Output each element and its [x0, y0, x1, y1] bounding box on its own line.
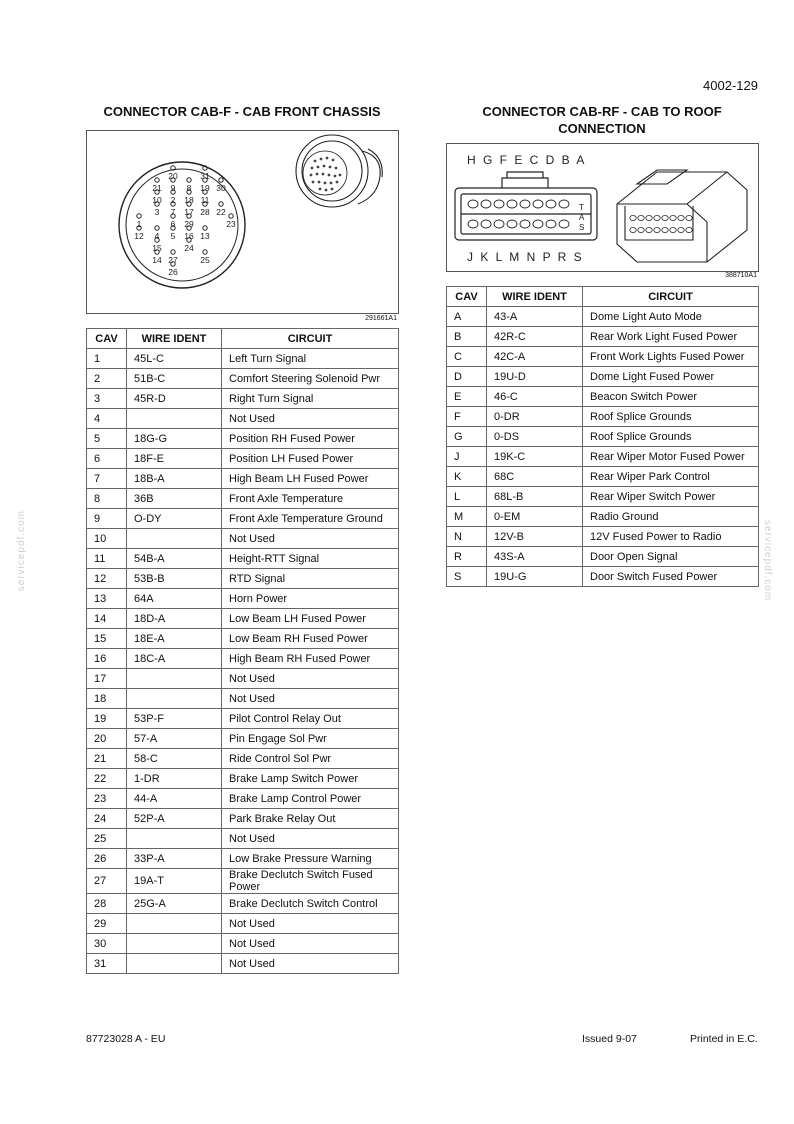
bottom-pin-letters: J K L M N P R S — [467, 250, 584, 264]
cab-f-connector-figure — [86, 130, 399, 314]
pin-label: 30 — [216, 183, 226, 193]
cav-cell: 25 — [87, 829, 127, 849]
cav-cell: B — [447, 327, 487, 347]
circuit-cell: Door Switch Fused Power — [583, 567, 759, 587]
circuit-cell: Ride Control Sol Pwr — [222, 749, 399, 769]
circuit-cell: Not Used — [222, 914, 399, 934]
circuit-cell: Rear Wiper Park Control — [583, 467, 759, 487]
wire-ident-cell: 51B-C — [127, 369, 222, 389]
table-row — [447, 307, 759, 327]
wire-ident-cell: 52P-A — [127, 809, 222, 829]
circuit-cell: Comfort Steering Solenoid Pwr — [222, 369, 399, 389]
wire-ident-cell: 68C — [487, 467, 583, 487]
table-row — [447, 467, 759, 487]
left-figure-id: 291661A1 — [365, 315, 397, 322]
circuit-cell: Front Axle Temperature Ground — [222, 509, 399, 529]
wire-ident-cell: 19U-D — [487, 367, 583, 387]
circuit-cell: High Beam RH Fused Power — [222, 649, 399, 669]
circuit-cell: Left Turn Signal — [222, 349, 399, 369]
cav-cell: 10 — [87, 529, 127, 549]
cavity-socket — [494, 200, 504, 208]
wire-ident-cell: 54B-A — [127, 549, 222, 569]
cav-cell: 12 — [87, 569, 127, 589]
wire-ident-cell: 18G-G — [127, 429, 222, 449]
table-row — [87, 429, 399, 449]
circuit-cell: Brake Declutch Switch Fused Power — [222, 869, 399, 894]
cav-cell: S — [447, 567, 487, 587]
circuit-cell: Beacon Switch Power — [583, 387, 759, 407]
right-connector-title — [446, 103, 758, 137]
wire-ident-cell — [127, 829, 222, 849]
header-wire-ident: WIRE IDENT — [127, 329, 222, 349]
wire-ident-cell: 18E-A — [127, 629, 222, 649]
cavity-socket — [494, 220, 504, 228]
table-row — [87, 894, 399, 914]
circuit-cell: Right Turn Signal — [222, 389, 399, 409]
wire-ident-cell: 0-DR — [487, 407, 583, 427]
circuit-cell: Low Beam LH Fused Power — [222, 609, 399, 629]
cavity-socket — [546, 200, 556, 208]
pin-socket — [137, 214, 141, 218]
cavity-socket — [638, 227, 644, 232]
cavity-socket — [638, 215, 644, 220]
circuit-cell: Height-RTT Signal — [222, 549, 399, 569]
table-row — [447, 327, 759, 347]
table-row — [87, 609, 399, 629]
wire-ident-cell: 45L-C — [127, 349, 222, 369]
left-connector-title: CONNECTOR CAB-F - CAB FRONT CHASSIS — [103, 104, 381, 119]
cavity-socket — [533, 220, 543, 228]
pin-label: 10 — [152, 195, 162, 205]
table-row — [87, 509, 399, 529]
table-row — [87, 409, 399, 429]
wire-ident-cell: 1-DR — [127, 769, 222, 789]
wire-ident-cell: 42C-A — [487, 347, 583, 367]
cav-cell: 13 — [87, 589, 127, 609]
cavity-socket — [507, 220, 517, 228]
circuit-cell: Low Brake Pressure Warning — [222, 849, 399, 869]
table-row — [87, 389, 399, 409]
pin-label: 22 — [216, 207, 226, 217]
pin-label: 17 — [184, 207, 194, 217]
pin-label: 15 — [152, 243, 162, 253]
cavity-socket — [559, 220, 569, 228]
circuit-cell: Not Used — [222, 529, 399, 549]
circuit-cell: Position LH Fused Power — [222, 449, 399, 469]
circuit-cell: High Beam LH Fused Power — [222, 469, 399, 489]
header-circuit: CIRCUIT — [583, 287, 759, 307]
cav-cell: 28 — [87, 894, 127, 914]
wire-ident-cell — [127, 914, 222, 934]
circuit-cell: Brake Lamp Control Power — [222, 789, 399, 809]
pin-label: 16 — [184, 231, 194, 241]
header-cav: CAV — [87, 329, 127, 349]
table-row — [87, 849, 399, 869]
pin-socket — [229, 214, 233, 218]
cav-cell: 15 — [87, 629, 127, 649]
wire-ident-cell: 25G-A — [127, 894, 222, 914]
table-header-row — [87, 329, 399, 349]
cav-cell: 27 — [87, 869, 127, 894]
table-row — [87, 449, 399, 469]
wire-ident-cell: 36B — [127, 489, 222, 509]
wire-ident-cell: 19U-G — [487, 567, 583, 587]
wire-ident-cell: 43S-A — [487, 547, 583, 567]
cav-cell: 29 — [87, 914, 127, 934]
wire-ident-cell: 43-A — [487, 307, 583, 327]
top-pin-letters: H G F E C D B A — [467, 153, 587, 167]
right-figure-id: 388710A1 — [725, 272, 757, 279]
pin-label: 1 — [136, 219, 142, 229]
wire-ident-cell: 18B-A — [127, 469, 222, 489]
table-row — [447, 387, 759, 407]
wire-ident-cell: 18D-A — [127, 609, 222, 629]
wire-ident-cell: 33P-A — [127, 849, 222, 869]
pin-label: 8 — [186, 183, 192, 193]
wire-ident-cell: 19K-C — [487, 447, 583, 467]
cavity-socket — [546, 220, 556, 228]
cav-cell: M — [447, 507, 487, 527]
cav-cell: 4 — [87, 409, 127, 429]
page-number: 4002-129 — [703, 78, 758, 93]
cav-cell: 19 — [87, 709, 127, 729]
table-row — [447, 507, 759, 527]
table-row — [87, 569, 399, 589]
cavity-socket — [654, 227, 660, 232]
table-row — [87, 769, 399, 789]
wire-ident-cell: 19A-T — [127, 869, 222, 894]
pin-socket — [155, 178, 159, 182]
wire-ident-cell: 46-C — [487, 387, 583, 407]
cav-cell: 23 — [87, 789, 127, 809]
header-circuit: CIRCUIT — [222, 329, 399, 349]
pin-socket — [203, 250, 207, 254]
wire-ident-cell: 68L-B — [487, 487, 583, 507]
header-cav: CAV — [447, 287, 487, 307]
pin-label: 9 — [170, 183, 176, 193]
circuit-cell: Park Brake Relay Out — [222, 809, 399, 829]
cav-cell: 2 — [87, 369, 127, 389]
cavity-socket — [678, 227, 684, 232]
cav-cell: 17 — [87, 669, 127, 689]
side-letter-s: S — [579, 223, 585, 232]
circuit-cell: Rear Wiper Switch Power — [583, 487, 759, 507]
cav-cell: 30 — [87, 934, 127, 954]
wire-ident-cell: 0-EM — [487, 507, 583, 527]
cav-cell: 22 — [87, 769, 127, 789]
pin-label: 6 — [170, 219, 176, 229]
pin-label: 25 — [200, 255, 210, 265]
pin-label: 13 — [200, 231, 210, 241]
cab-rf-connector-drawing — [447, 144, 758, 271]
cavity-socket — [646, 215, 652, 220]
circuit-cell: Not Used — [222, 934, 399, 954]
circuit-cell: Dome Light Fused Power — [583, 367, 759, 387]
cav-cell: 16 — [87, 649, 127, 669]
cavity-socket — [559, 200, 569, 208]
footer-printed: Printed in E.C. — [690, 1033, 758, 1045]
pin-label: 31 — [200, 171, 210, 181]
pin-label: 11 — [200, 195, 210, 205]
cavity-socket — [678, 215, 684, 220]
cavity-socket — [686, 215, 692, 220]
pin-socket — [155, 226, 159, 230]
cav-cell: 14 — [87, 609, 127, 629]
circuit-cell: Not Used — [222, 829, 399, 849]
table-row — [87, 349, 399, 369]
circuit-cell: Pin Engage Sol Pwr — [222, 729, 399, 749]
pin-label: 2 — [170, 195, 176, 205]
circuit-cell: Not Used — [222, 954, 399, 974]
pin-label: 7 — [170, 207, 176, 217]
table-row — [87, 914, 399, 934]
cav-cell: A — [447, 307, 487, 327]
table-row — [87, 749, 399, 769]
wire-ident-cell — [127, 934, 222, 954]
circuit-cell: Roof Splice Grounds — [583, 407, 759, 427]
cab-f-connector-drawing — [87, 131, 398, 313]
cavity-socket — [670, 215, 676, 220]
footer-issued: Issued 9-07 — [582, 1033, 637, 1045]
cav-cell: E — [447, 387, 487, 407]
table-row — [87, 529, 399, 549]
circuit-cell: Front Work Lights Fused Power — [583, 347, 759, 367]
wire-ident-cell: 42R-C — [487, 327, 583, 347]
pin-label: 18 — [184, 195, 194, 205]
cav-cell: 18 — [87, 689, 127, 709]
footer-doc-id: 87723028 A - EU — [86, 1033, 166, 1045]
pin-label: 26 — [168, 267, 178, 277]
circuit-cell: Rear Work Light Fused Power — [583, 327, 759, 347]
cavity-socket — [533, 200, 543, 208]
cav-cell: C — [447, 347, 487, 367]
table-row — [87, 954, 399, 974]
wire-ident-cell — [127, 409, 222, 429]
pin-label: 14 — [152, 255, 162, 265]
cavity-socket — [520, 220, 530, 228]
wire-ident-cell — [127, 529, 222, 549]
table-row — [87, 729, 399, 749]
cavity-socket — [481, 220, 491, 228]
cav-cell: K — [447, 467, 487, 487]
wire-ident-cell — [127, 669, 222, 689]
wire-ident-cell: 18F-E — [127, 449, 222, 469]
circuit-cell: RTD Signal — [222, 569, 399, 589]
pin-label: 24 — [184, 243, 194, 253]
cavity-socket — [646, 227, 652, 232]
pin-socket — [187, 178, 191, 182]
cavity-socket — [662, 227, 668, 232]
circuit-cell: Not Used — [222, 669, 399, 689]
cav-cell: 3 — [87, 389, 127, 409]
pin-label: 4 — [154, 231, 160, 241]
wire-ident-cell: 53P-F — [127, 709, 222, 729]
cav-cell: 9 — [87, 509, 127, 529]
pin-socket — [219, 178, 223, 182]
cavity-socket — [468, 200, 478, 208]
cav-cell: G — [447, 427, 487, 447]
wire-ident-cell: 18C-A — [127, 649, 222, 669]
cav-cell: 7 — [87, 469, 127, 489]
pin-socket — [171, 250, 175, 254]
pin-label: 28 — [200, 207, 210, 217]
circuit-cell: Low Beam RH Fused Power — [222, 629, 399, 649]
circuit-cell: Pilot Control Relay Out — [222, 709, 399, 729]
circuit-cell: Position RH Fused Power — [222, 429, 399, 449]
table-row — [87, 589, 399, 609]
table-row — [87, 669, 399, 689]
cav-cell: 24 — [87, 809, 127, 829]
table-row — [87, 549, 399, 569]
wire-ident-cell: 12V-B — [487, 527, 583, 547]
cav-cell: R — [447, 547, 487, 567]
table-row — [447, 367, 759, 387]
cavity-socket — [520, 200, 530, 208]
circuit-cell: Roof Splice Grounds — [583, 427, 759, 447]
table-row — [87, 829, 399, 849]
table-row — [447, 407, 759, 427]
cab-f-pin-table — [86, 328, 399, 974]
cavity-socket — [507, 200, 517, 208]
pin-label: 29 — [184, 219, 194, 229]
wire-ident-cell: 45R-D — [127, 389, 222, 409]
cab-rf-connector-figure — [446, 143, 759, 272]
table-row — [87, 649, 399, 669]
table-row — [87, 629, 399, 649]
cav-cell: 21 — [87, 749, 127, 769]
table-row — [87, 934, 399, 954]
circuit-cell: Brake Lamp Switch Power — [222, 769, 399, 789]
table-row — [447, 427, 759, 447]
circuit-cell: Not Used — [222, 689, 399, 709]
header-wire-ident: WIRE IDENT — [487, 287, 583, 307]
cav-cell: 26 — [87, 849, 127, 869]
table-row — [87, 489, 399, 509]
wire-ident-cell: 53B-B — [127, 569, 222, 589]
cavity-socket — [654, 215, 660, 220]
cav-cell: L — [447, 487, 487, 507]
cav-cell: 5 — [87, 429, 127, 449]
pin-socket — [219, 202, 223, 206]
circuit-cell: Not Used — [222, 409, 399, 429]
circuit-cell: Brake Declutch Switch Control — [222, 894, 399, 914]
table-row — [87, 809, 399, 829]
cav-cell: 31 — [87, 954, 127, 974]
cav-cell: N — [447, 527, 487, 547]
circuit-cell: Dome Light Auto Mode — [583, 307, 759, 327]
circuit-cell: Horn Power — [222, 589, 399, 609]
circuit-cell: Door Open Signal — [583, 547, 759, 567]
table-header-row — [447, 287, 759, 307]
table-row — [447, 447, 759, 467]
cavity-socket — [670, 227, 676, 232]
wire-ident-cell — [127, 689, 222, 709]
table-row — [87, 789, 399, 809]
table-row — [87, 369, 399, 389]
cav-cell: 11 — [87, 549, 127, 569]
pin-label: 12 — [134, 231, 144, 241]
table-row — [447, 567, 759, 587]
wire-ident-cell: 64A — [127, 589, 222, 609]
pin-label: 19 — [200, 183, 210, 193]
cav-cell: F — [447, 407, 487, 427]
cavity-socket — [686, 227, 692, 232]
side-letter-t: T — [579, 203, 584, 212]
circuit-cell: 12V Fused Power to Radio — [583, 527, 759, 547]
pin-label: 20 — [168, 171, 178, 181]
right-title-line1: CONNECTOR CAB-RF - CAB TO ROOF — [482, 104, 722, 119]
pin-socket — [203, 226, 207, 230]
table-row — [447, 487, 759, 507]
cavity-socket — [630, 215, 636, 220]
pin-label: 5 — [170, 231, 176, 241]
circuit-cell: Front Axle Temperature — [222, 489, 399, 509]
wire-ident-cell: 44-A — [127, 789, 222, 809]
cavity-socket — [481, 200, 491, 208]
pin-label: 23 — [226, 219, 236, 229]
cav-cell: 1 — [87, 349, 127, 369]
pin-label: 3 — [154, 207, 160, 217]
cav-cell: 6 — [87, 449, 127, 469]
cavity-socket — [662, 215, 668, 220]
circuit-cell: Radio Ground — [583, 507, 759, 527]
wire-ident-cell: 57-A — [127, 729, 222, 749]
cav-cell: 8 — [87, 489, 127, 509]
circuit-cell: Rear Wiper Motor Fused Power — [583, 447, 759, 467]
pin-label: 21 — [152, 183, 162, 193]
wire-ident-cell: O-DY — [127, 509, 222, 529]
table-row — [447, 547, 759, 567]
right-title-line2: CONNECTION — [558, 121, 646, 136]
pin-label: 27 — [168, 255, 178, 265]
table-row — [447, 347, 759, 367]
table-row — [87, 709, 399, 729]
watermark-right: servicepdf.com — [762, 520, 773, 602]
cav-cell: D — [447, 367, 487, 387]
side-letter-a: A — [579, 213, 585, 222]
wire-ident-cell: 58-C — [127, 749, 222, 769]
cav-cell: 20 — [87, 729, 127, 749]
wire-ident-cell: 0-DS — [487, 427, 583, 447]
table-row — [87, 869, 399, 894]
table-row — [87, 689, 399, 709]
cavity-socket — [630, 227, 636, 232]
cav-cell: J — [447, 447, 487, 467]
table-row — [87, 469, 399, 489]
cab-rf-pin-table — [446, 286, 759, 587]
wire-ident-cell — [127, 954, 222, 974]
table-row — [447, 527, 759, 547]
cavity-socket — [468, 220, 478, 228]
watermark-left: servicepdf.com — [16, 510, 27, 592]
